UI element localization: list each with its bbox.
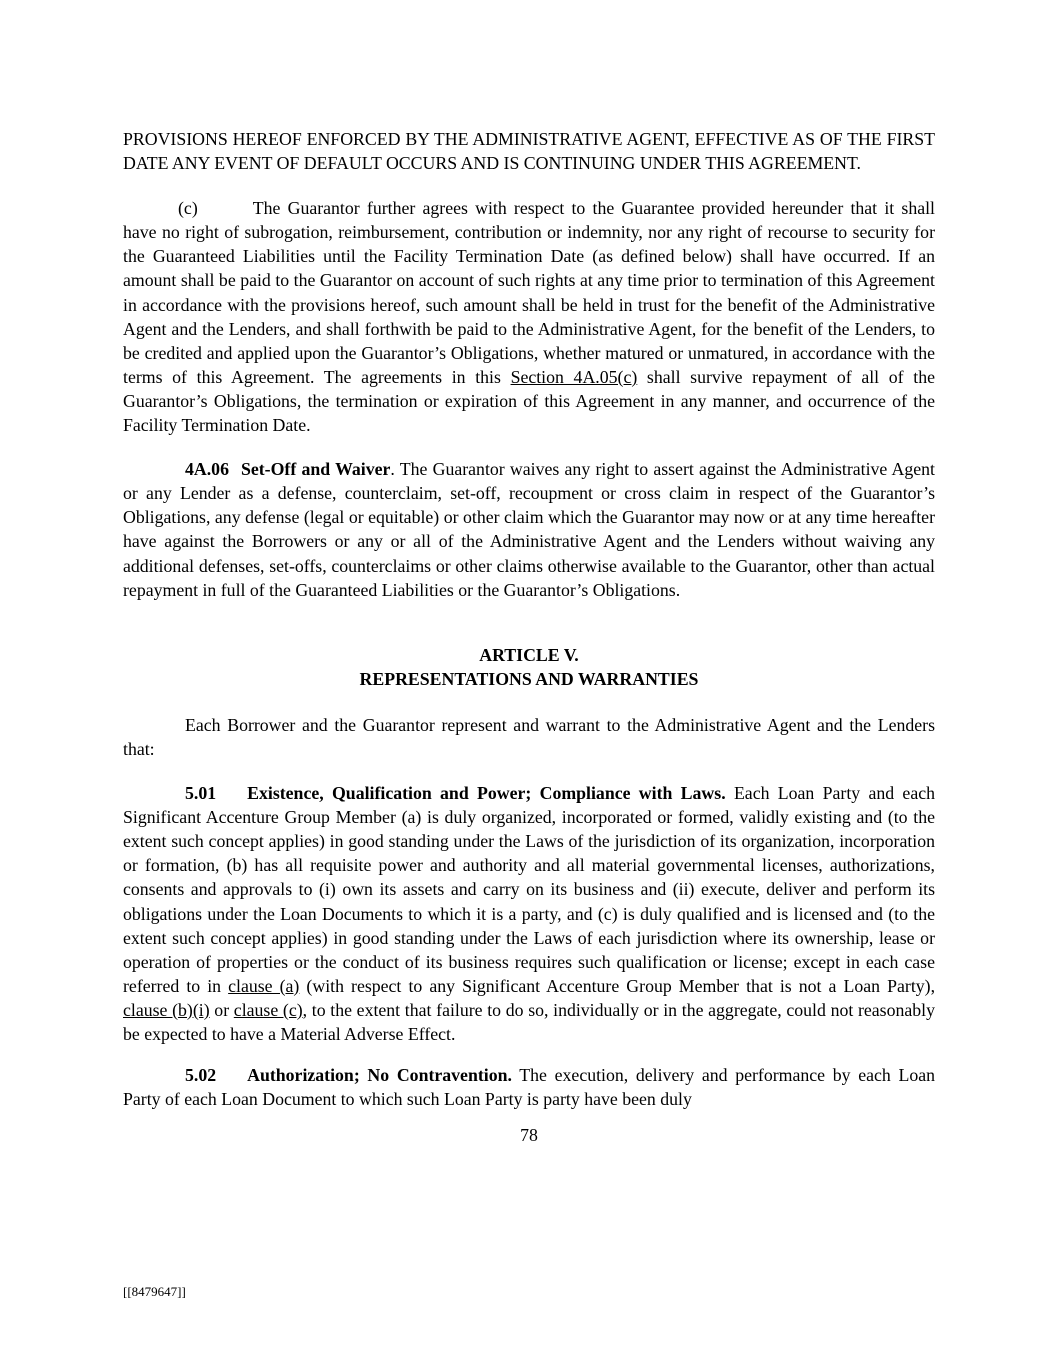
section-4a06-text: . The Guarantor waives any right to assert against the Administrative Agent or any Lender as a defense, counterclaim, set-off, recoupment or cross claim in respect of the Guarantor’s Obligations, any defense (legal or equitable) or other claim which the Guarantor may now or at any time hereafter have against the Borrowers or any or all of the Administrative Agent and the Lenders without waiving any additional defenses, set-offs, counterclaims or other claims otherwise available to the Guarantor, other than actual repayment in full of the Guaranteed Liabilities or the Guarantor’s Obligations. <box>123 459 935 600</box>
section-501-text-3: or <box>209 999 234 1020</box>
paragraph-c-text: The Guarantor further agrees with respect to the Guarantee provided hereunder that it shall have no right of subrogation, reimbursement, contribution or indemnity, nor any right of recourse to security for the Guaranteed Liabilities until the Facility Termination Date (as defined below) shall have occurred. If an amount shall be paid to the Guarantor on account of such rights at any time prior to termination of this Agreement in accordance with the provisions hereof, such amount shall be held in trust for the benefit of the Administrative Agent and the Lenders, and shall forthwith be paid to the Administrative Agent, for the benefit of the Lenders, to be credited and applied upon the Guarantor’s Obligations, whether matured or unmatured, in accordance with the terms of this Agreement. The agreements in this <box>123 198 935 387</box>
section-502-text: The execution, delivery and performance by each Loan Party of each Loan Document to which such Loan Party is party have been duly <box>123 1065 935 1110</box>
section-502-title: Authorization; No Contravention. <box>247 1065 512 1086</box>
article-v-heading-line1: ARTICLE V. <box>479 644 579 665</box>
article-v-heading <box>123 643 935 691</box>
section-4a06-paragraph <box>123 457 935 602</box>
article-v-heading-line2: REPRESENTATIONS AND WARRANTIES <box>359 668 699 689</box>
paragraph-c-text-continued: shall survive repayment of all of the Guarantor’s Obligations, the termination or expiration of this Agreement in any manner, and occurrence of the Facility Termination Date. <box>123 366 935 436</box>
section-501-text-2: (with respect to any Significant Accenture Group Member that is not a Loan Party), <box>299 975 936 996</box>
tab-space <box>229 474 241 475</box>
clause-c-marker: (c) <box>178 198 198 219</box>
section-502-paragraph <box>123 1063 935 1111</box>
paragraph-c <box>123 196 935 437</box>
section-501-title: Existence, Qualification and Power; Compliance with Laws. <box>247 783 726 804</box>
tab-space <box>216 1080 247 1081</box>
section-501-number: 5.01 <box>185 783 217 804</box>
section-4a05c-reference: Section 4A.05(c) <box>510 366 638 387</box>
clause-bi-reference: clause (b)(i) <box>123 999 210 1020</box>
representations-intro-paragraph: Each Borrower and the Guarantor represent and warrant to the Administrative Agent and the Lenders that: <box>123 714 935 759</box>
section-502-number: 5.02 <box>185 1065 217 1086</box>
page-number: 78 <box>520 1125 538 1146</box>
clause-a-reference: clause (a) <box>228 975 300 996</box>
tab-space <box>216 798 247 799</box>
section-501-paragraph <box>123 781 935 1046</box>
provisions-caps-paragraph: PROVISIONS HEREOF ENFORCED BY THE ADMINISTRATIVE AGENT, EFFECTIVE AS OF THE FIRST DATE ANY EVENT OF DEFAULT OCCURS AND IS CONTINUING UNDER THIS AGREEMENT. <box>123 129 935 174</box>
section-501-text-4: , to the extent that failure to do so, individually or in the aggregate, could not reasonably be expected to have a Material Adverse Effect. <box>123 999 935 1044</box>
section-501-text: Each Loan Party and each Significant Accenture Group Member (a) is duly organized, incorporated or formed, validly existing and (to the extent such concept applies) in good standing under the Laws of the jurisdiction of its organization, incorporation or formation, (b) has all requisite power and authority and all material governmental licenses, authorizations, consents and approvals to (i) own its assets and carry on its business and (ii) execute, deliver and perform its obligations under the Loan Documents to which it is a party, and (c) is duly qualified and is licensed and (to the extent such concept applies) in good standing under the Laws of each jurisdiction where its ownership, lease or operation of properties or the conduct of its business requires such qualification or license; except in each case referred to in <box>123 783 935 996</box>
document-id-footer: [[8479647]] <box>123 1284 186 1299</box>
section-4a06-title: Set-Off and Waiver <box>240 459 391 480</box>
tab-space <box>198 213 253 214</box>
clause-c-reference: clause (c) <box>233 999 303 1020</box>
section-4a06-number: 4A.06 <box>185 459 229 480</box>
